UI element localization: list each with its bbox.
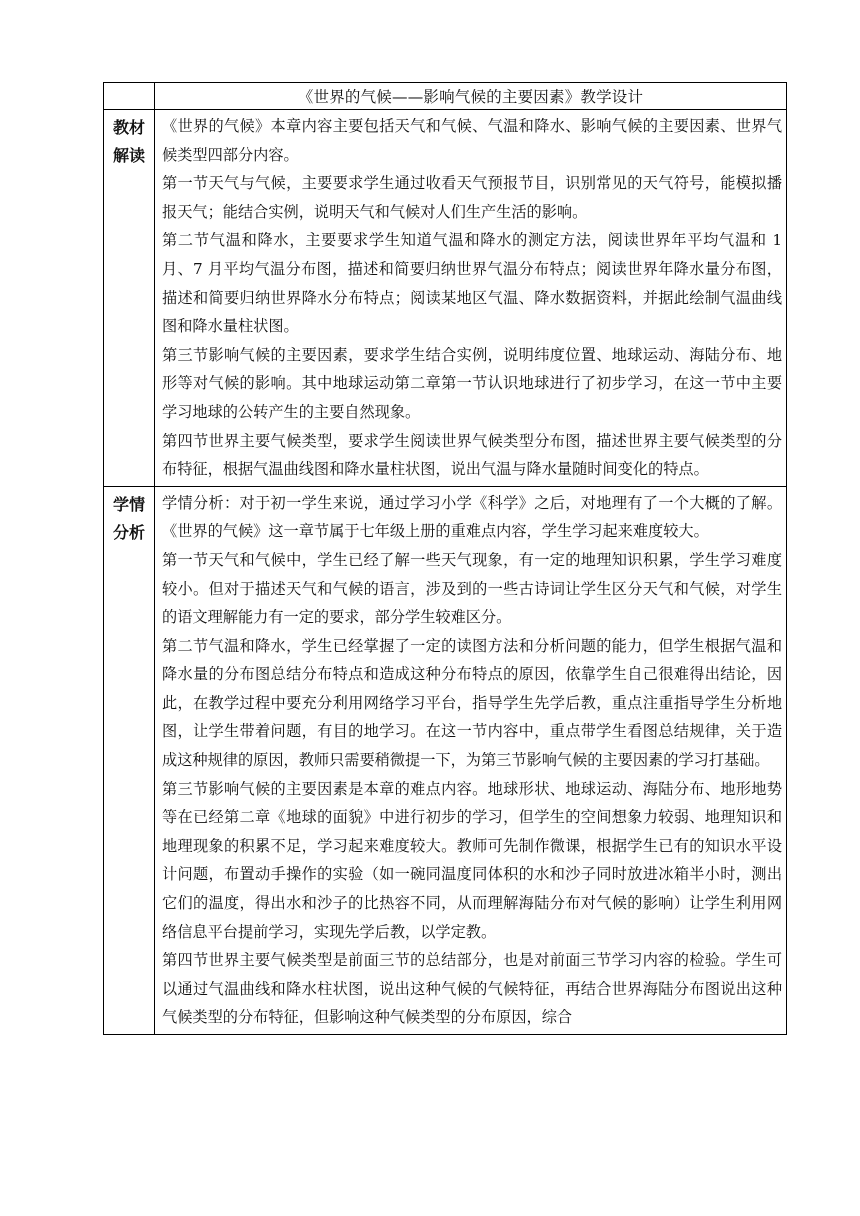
paragraph: 《世界的气候》本章内容主要包括天气和气候、气温和降水、影响气候的主要因素、世界气候类型四部分内容。 [162,117,782,164]
paragraph: 第一节天气与气候，主要要求学生通过收看天气预报节目，识别常见的天气符号，能模拟播报天气；能结合实例，说明天气和气候对人们生产生活的影响。 [162,174,782,221]
paragraph: 第四节世界主要气候类型是前面三节的总结部分，也是对前面三节学习内容的检验。学生可以通过气温曲线和降水柱状图，说出这种气候的气候特征，再结合世界海陆分布图说出这种气候类型的分布特征，但影响这种气候类型的分布原因，综合 [162,951,782,1027]
section-label-line: 教材 [112,118,145,137]
title-empty-cell [104,83,155,110]
paragraph: 第二节气温和降水，主要要求学生知道气温和降水的测定方法，阅读世界年平均气温和 1 月、7 月平均气温分布图，描述和简要归纳世界气温分布特点；阅读世界年降水量分布图，描述和简要归纳世界降水分布特点；阅读某地区气温、降水数据资料，并据此绘制气温曲线图和降水量柱状图。 [162,231,782,336]
paragraph: 第三节影响气候的主要因素，要求学生结合实例，说明纬度位置、地球运动、海陆分布、地形等对气候的影响。其中地球运动第二章第一节认识地球进行了初步学习，在这一节中主要学习地球的公转产生的主要自然现象。 [162,345,782,421]
title-row [104,83,787,110]
paragraph: 学情分析：对于初一学生来说，通过学习小学《科学》之后，对地理有了一个大概的了解。《世界的气候》这一章节属于七年级上册的重难点内容，学生学习起来难度较大。 [162,493,782,541]
paragraph: 第一节天气和气候中，学生已经了解一些天气现象，有一定的地理知识积累，学生学习难度较小。但对于描述天气和气候的语言，涉及到的一些古诗词让学生区分天气和气候，对学生的语文理解能力有一定的要求，部分学生较难区分。 [162,550,782,627]
section-body-textbook [155,110,787,487]
paragraph: 第四节世界主要气候类型，要求学生阅读世界气候类型分布图，描述世界主要气候类型的分布特征，根据气温曲线图和降水量柱状图，说出气温与降水量随时间变化的特点。 [162,431,782,479]
section-label-line: 分析 [112,522,145,542]
section-label-learner [104,486,155,1034]
document-title: 《世界的气候——影响气候的主要因素》教学设计 [155,83,787,110]
section-label-line: 解读 [112,146,145,165]
lesson-plan-table [103,82,787,1035]
section-body-learner [155,486,787,1034]
section-row-learner [104,486,787,1034]
paragraph: 第三节影响气候的主要因素是本章的难点内容。地球形状、地球运动、海陆分布、地形地势等在已经第二章《地球的面貌》中进行初步的学习，但学生的空间想象力较弱、地理知识和地理现象的积累不足，学习起来难度较大。教师可先制作微课，根据学生已有的知识水平设计问题，布置动手操作的实验（如一碗同温度同体积的水和沙子同时放进冰箱半小时，测出它们的温度，得出水和沙子的比热容不同，从而理解海陆分布对气候的影响）让学生利用网络信息平台提前学习，实现先学后教，以学定教。 [162,779,782,941]
section-row-textbook [104,110,787,487]
section-label-textbook [104,110,155,487]
paragraph: 第二节气温和降水，学生已经掌握了一定的读图方法和分析问题的能力，但学生根据气温和降水量的分布图总结分布特点和造成这种分布特点的原因，依靠学生自己很难得出结论，因此，在教学过程中要充分利用网络学习平台，指导学生先学后教，重点注重指导学生分析地图，让学生带着问题，有目的地学习。在这一节内容中，重点带学生看图总结规律，关于造成这种规律的原因，教师只需要稍微提一下，为第三节影响气候的主要因素的学习打基础。 [162,636,782,770]
section-label-line: 学情 [112,494,145,514]
